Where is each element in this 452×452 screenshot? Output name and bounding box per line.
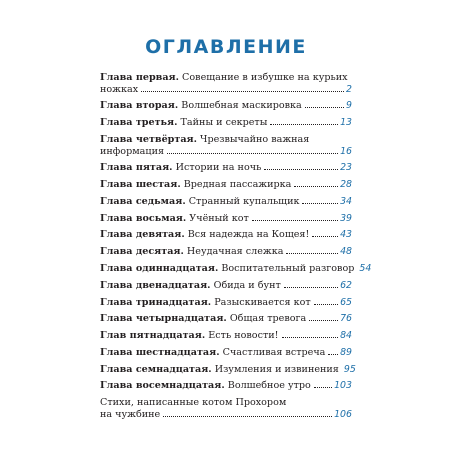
toc-entry-text bbox=[100, 409, 160, 421]
toc-entry[interactable] bbox=[100, 117, 352, 129]
toc-entry-text bbox=[100, 229, 309, 241]
toc-entry-last-line bbox=[100, 263, 372, 275]
page-number: 23 bbox=[340, 162, 352, 174]
toc-entry-line bbox=[100, 134, 352, 146]
page-number: 39 bbox=[340, 212, 352, 224]
page-number: 54 bbox=[359, 263, 372, 274]
toc-entry[interactable] bbox=[100, 347, 352, 359]
toc-entry-text bbox=[100, 196, 299, 208]
page-number: 13 bbox=[340, 117, 352, 129]
toc-entry[interactable] bbox=[100, 162, 352, 174]
toc-entry-last-line bbox=[100, 409, 352, 421]
toc-entry-text bbox=[100, 117, 267, 129]
page-number: 89 bbox=[340, 346, 352, 358]
chapter-number: Глава четырнадцатая. bbox=[100, 313, 227, 325]
toc-entry-text bbox=[100, 364, 339, 376]
page-number: 9 bbox=[346, 100, 352, 112]
dot-leader bbox=[309, 320, 338, 321]
dot-leader bbox=[312, 236, 338, 237]
toc-entry-text bbox=[100, 313, 306, 325]
dot-leader bbox=[270, 124, 338, 125]
toc-entry-text bbox=[100, 179, 291, 191]
dot-leader bbox=[305, 107, 344, 108]
chapter-title: Чрезвычайно важная bbox=[200, 133, 310, 145]
page-number: 95 bbox=[343, 363, 356, 375]
toc-entry[interactable] bbox=[100, 263, 372, 275]
dot-leader bbox=[141, 91, 344, 92]
toc-entry-last-line bbox=[100, 246, 352, 258]
chapter-title: ножках bbox=[100, 83, 139, 95]
chapter-number: Глава одиннадцатая. bbox=[100, 263, 219, 274]
toc-entry[interactable] bbox=[100, 280, 352, 292]
toc-entry[interactable] bbox=[100, 246, 352, 258]
toc-entry-last-line bbox=[100, 313, 352, 325]
toc-entry[interactable] bbox=[100, 100, 352, 112]
toc-entry[interactable] bbox=[100, 397, 352, 420]
chapter-title: на чужбине bbox=[100, 408, 161, 420]
chapter-number: Глава девятая. bbox=[100, 229, 185, 241]
chapter-title: Волшебная маскировка bbox=[181, 100, 302, 112]
toc-entry[interactable] bbox=[100, 363, 356, 376]
chapter-title: Разыскивается кот bbox=[214, 296, 311, 308]
toc-entry-text bbox=[100, 72, 348, 83]
chapter-number: Глава седьмая. bbox=[100, 195, 186, 207]
toc-entry-last-line bbox=[100, 84, 352, 96]
toc-entry-line bbox=[100, 72, 352, 84]
toc-entry-last-line bbox=[100, 363, 356, 376]
chapter-title: Учёный кот bbox=[189, 212, 249, 224]
dot-leader bbox=[286, 253, 338, 254]
dot-leader bbox=[294, 186, 338, 187]
chapter-title: Есть новости! bbox=[208, 330, 279, 342]
page-number: 76 bbox=[340, 313, 352, 325]
toc-entry-last-line bbox=[100, 213, 352, 225]
dot-leader bbox=[314, 387, 332, 388]
chapter-title: Счастливая встреча bbox=[222, 346, 326, 358]
toc-entry[interactable] bbox=[100, 196, 352, 208]
chapter-title: Странный купальщик bbox=[188, 195, 300, 207]
toc-entry-last-line bbox=[100, 146, 352, 158]
chapter-title: Обида и бунт bbox=[213, 279, 281, 291]
chapter-title: Совещание в избушке на курьих bbox=[182, 72, 348, 83]
toc-entry-last-line bbox=[100, 347, 352, 359]
toc-entry[interactable] bbox=[100, 313, 352, 325]
toc-entry-text bbox=[100, 297, 311, 309]
toc-entry-text bbox=[100, 146, 164, 158]
page-number: 65 bbox=[340, 296, 352, 308]
dot-leader bbox=[167, 153, 338, 154]
chapter-number: Глава восемнадцатая. bbox=[100, 380, 225, 392]
chapter-number: Глава третья. bbox=[100, 117, 178, 129]
dot-leader bbox=[252, 220, 338, 221]
dot-leader bbox=[284, 287, 338, 288]
toc-entry-last-line bbox=[100, 196, 352, 208]
page-number: 28 bbox=[340, 179, 352, 191]
chapter-number: Глава шестая. bbox=[100, 179, 181, 191]
page-number: 62 bbox=[340, 279, 352, 291]
toc-entry-last-line bbox=[100, 330, 352, 342]
page-number: 106 bbox=[334, 408, 352, 420]
toc-entry-last-line bbox=[100, 229, 352, 241]
toc-entry-text bbox=[100, 213, 249, 225]
dot-leader bbox=[328, 354, 338, 355]
chapter-title: Вся надежда на Кощея! bbox=[187, 229, 310, 241]
toc-entry-last-line bbox=[100, 280, 352, 292]
chapter-title: Воспитательный разговор bbox=[221, 263, 355, 274]
chapter-title: Тайны и секреты bbox=[180, 117, 268, 129]
chapter-title: информация bbox=[100, 145, 165, 157]
chapter-title: Стихи, написанные котом Прохором bbox=[100, 397, 287, 409]
toc-entry[interactable] bbox=[100, 134, 352, 157]
toc-entry-last-line bbox=[100, 297, 352, 309]
chapter-title: Истории на ночь bbox=[175, 162, 262, 174]
toc-entry[interactable] bbox=[100, 297, 352, 309]
dot-leader bbox=[302, 203, 338, 204]
dot-leader bbox=[264, 169, 338, 170]
chapter-number: Глава тринадцатая. bbox=[100, 296, 212, 308]
toc-entry-line bbox=[100, 397, 352, 409]
page-number: 84 bbox=[340, 330, 352, 342]
chapter-title: Неудачная слежка bbox=[186, 246, 284, 258]
chapter-number: Глава семнадцатая. bbox=[100, 363, 212, 375]
page-number: 48 bbox=[340, 246, 352, 258]
toc-entry-last-line bbox=[100, 179, 352, 191]
chapter-number: Глава десятая. bbox=[100, 246, 184, 258]
toc-entry-last-line bbox=[100, 380, 352, 392]
toc-entry-text bbox=[100, 246, 283, 258]
toc-entry-text bbox=[100, 134, 309, 145]
dot-leader bbox=[282, 337, 339, 338]
chapter-title: Волшебное утро bbox=[227, 380, 311, 392]
toc-entry-last-line bbox=[100, 117, 352, 129]
chapter-number: Глава восьмая. bbox=[100, 212, 187, 224]
chapter-number: Глава шестнадцатая. bbox=[100, 346, 220, 358]
dot-leader bbox=[163, 416, 332, 417]
chapter-number: Глава пятая. bbox=[100, 162, 173, 174]
page-number: 34 bbox=[340, 195, 352, 207]
page-number: 2 bbox=[346, 83, 352, 95]
toc-entry-text bbox=[100, 162, 261, 174]
table-of-contents bbox=[100, 72, 372, 426]
toc-entry[interactable] bbox=[100, 72, 352, 95]
toc-entry-text bbox=[100, 263, 354, 275]
page-title: ОГЛАВЛЕНИЕ bbox=[145, 36, 307, 58]
chapter-title: Общая тревога bbox=[229, 313, 307, 325]
chapter-number: Глав пятнадцатая. bbox=[100, 330, 206, 342]
chapter-number: Глава четвёртая. bbox=[100, 133, 197, 145]
toc-entry[interactable] bbox=[100, 380, 352, 392]
page-number: 16 bbox=[340, 145, 352, 157]
chapter-number: Глава двенадцатая. bbox=[100, 279, 211, 291]
toc-entry-text bbox=[100, 330, 279, 342]
toc-entry[interactable] bbox=[100, 179, 352, 191]
page-number: 43 bbox=[340, 229, 352, 241]
chapter-title: Вредная пассажирка bbox=[183, 179, 292, 191]
toc-entry-text bbox=[100, 280, 281, 292]
toc-entry[interactable] bbox=[100, 229, 352, 241]
chapter-title: Изумления и извинения bbox=[214, 363, 339, 375]
toc-entry-last-line bbox=[100, 162, 352, 174]
dot-leader bbox=[314, 304, 338, 305]
toc-entry-text bbox=[100, 100, 302, 112]
toc-entry-last-line bbox=[100, 100, 352, 112]
toc-entry-text bbox=[100, 397, 286, 408]
page-number: 103 bbox=[334, 380, 352, 392]
toc-entry[interactable] bbox=[100, 213, 352, 225]
chapter-number: Глава вторая. bbox=[100, 100, 179, 112]
toc-entry-text bbox=[100, 84, 138, 96]
toc-entry-text bbox=[100, 380, 311, 392]
toc-entry[interactable] bbox=[100, 330, 352, 342]
chapter-number: Глава первая. bbox=[100, 72, 179, 83]
toc-entry-text bbox=[100, 347, 325, 359]
